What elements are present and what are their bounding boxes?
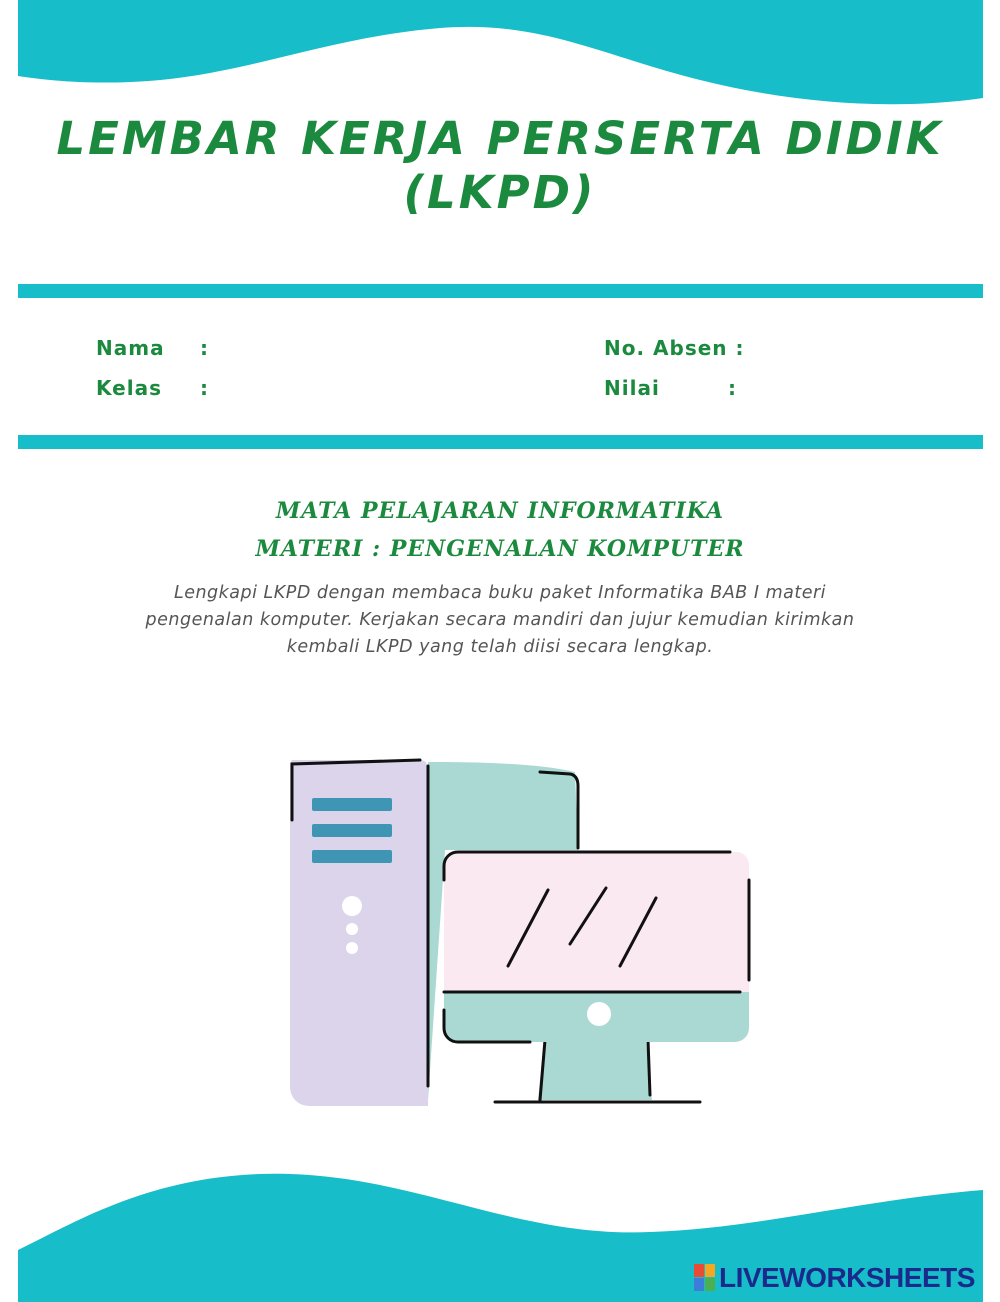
nilai-colon: : — [728, 376, 736, 400]
tower-light — [346, 942, 358, 954]
computer-tower — [290, 760, 428, 1106]
tower-slot — [312, 798, 392, 811]
tower-slot — [312, 850, 392, 863]
tower-slot — [312, 824, 392, 837]
nama-colon: : — [200, 336, 208, 360]
monitor-screen — [444, 852, 749, 992]
no-absen-label: No. Absen : — [604, 336, 745, 360]
page-title — [0, 112, 1000, 220]
kelas-colon: : — [200, 376, 208, 400]
subject-heading: MATA PELAJARAN INFORMATIKA — [275, 498, 725, 524]
divider-band-bottom — [18, 435, 983, 449]
top-wave-decoration — [0, 0, 1000, 120]
nama-label: Nama — [96, 336, 165, 360]
liveworksheets-watermark — [694, 1260, 975, 1296]
tower-button — [342, 896, 362, 916]
desktop-computer-icon — [270, 740, 770, 1120]
instructions-text — [100, 580, 900, 661]
title-line-1: LEMBAR KERJA PERSERTA DIDIK — [56, 112, 944, 165]
nilai-label: Nilai — [604, 376, 660, 400]
title-line-2: (LKPD) — [403, 166, 597, 219]
instructions-line-1: Lengkapi LKPD dengan membaca buku paket Informatika BAB I materi — [173, 583, 827, 603]
liveworksheets-logo-icon — [694, 1264, 716, 1292]
instructions-line-2: pengenalan komputer. Kerjakan secara mandiri dan jujur kemudian kirimkan — [145, 610, 855, 630]
instructions-line-3: kembali LKPD yang telah diisi secara lengkap. — [286, 637, 714, 657]
kelas-label: Kelas — [96, 376, 162, 400]
monitor-power-button — [587, 1002, 611, 1026]
watermark-text: LIVEWORKSHEETS — [719, 1262, 975, 1293]
divider-band-top — [18, 284, 983, 298]
tower-light — [346, 923, 358, 935]
material-heading: MATERI : PENGENALAN KOMPUTER — [255, 536, 745, 562]
